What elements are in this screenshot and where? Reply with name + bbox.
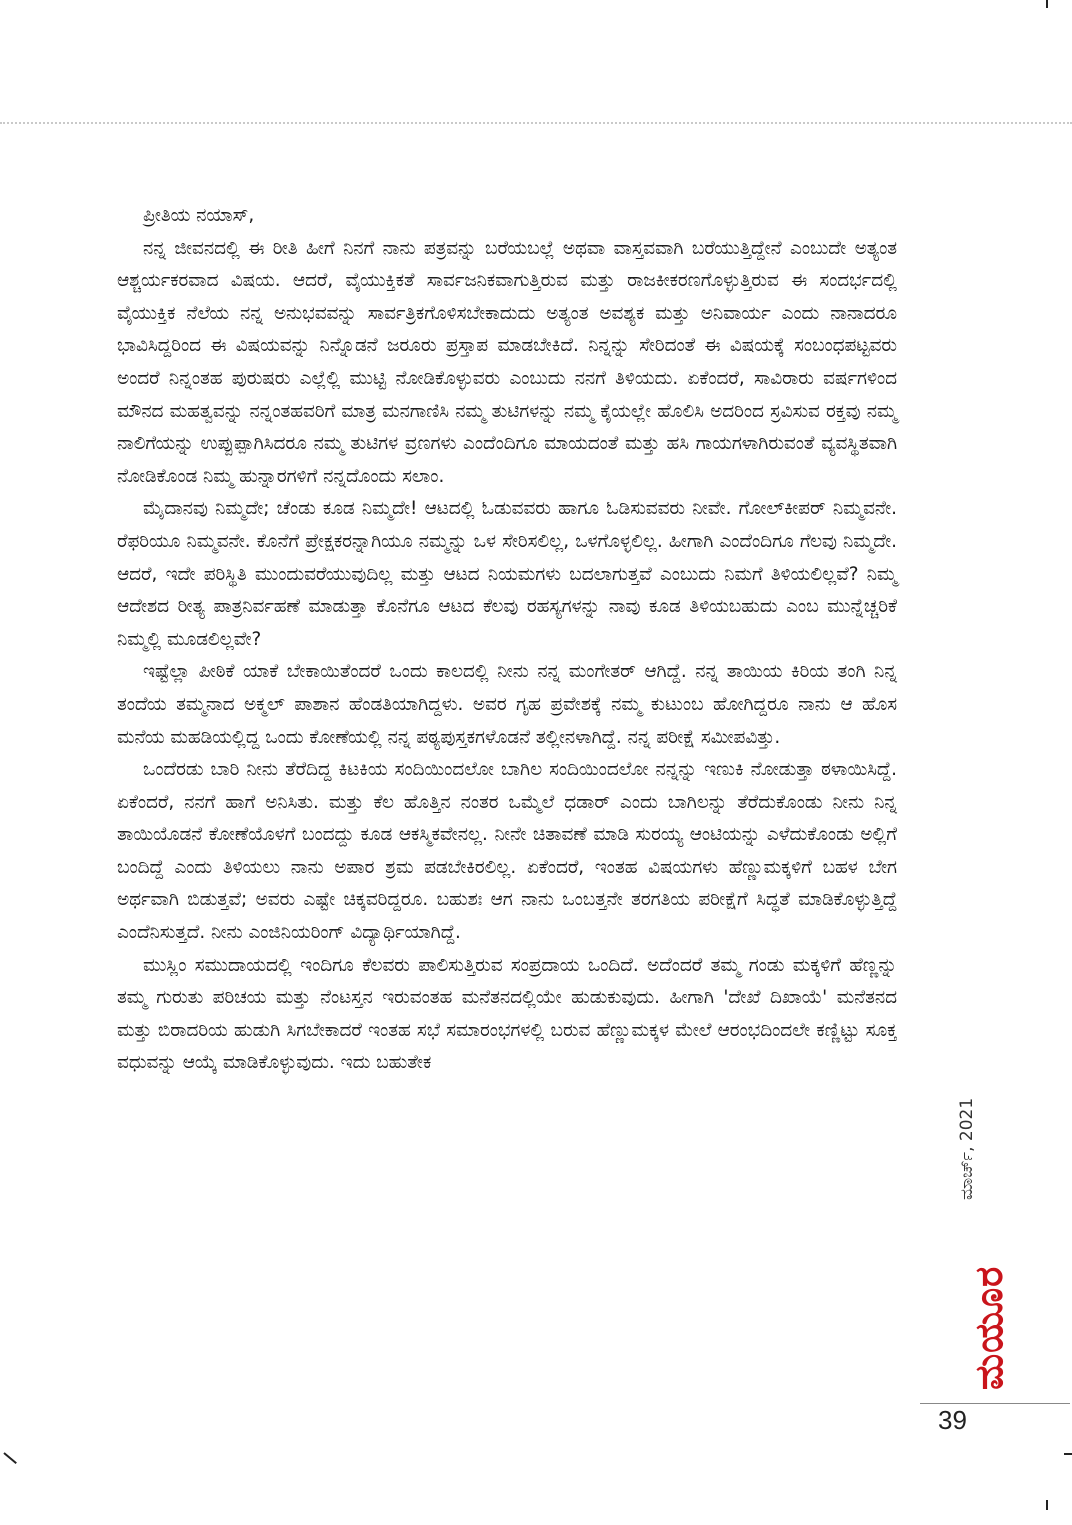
crop-mark-top-right <box>1046 0 1048 8</box>
crop-mark-bottom-left <box>3 1452 17 1464</box>
letter-article <box>117 200 897 1080</box>
crop-mark-right-edge <box>1064 1453 1072 1455</box>
letter-salutation: ಪ್ರೀತಿಯ ನಯಾಸ್, <box>143 205 255 226</box>
paragraph-4: ಒಂದೆರಡು ಬಾರಿ ನೀನು ತೆರೆದಿದ್ದ ಕಿಟಕಿಯ ಸಂದಿಯಿಂದಲೋ ಬಾಗಿಲ ಸಂದಿಯಿಂದಲೋ ನನ್ನನ್ನು ಇಣುಕಿ ನೋಡುತ್ತಾ ಠಳಾಯಿಸಿದ್ದೆ. ಏಕೆಂದರೆ, ನನಗೆ ಹಾಗೆ ಅನಿಸಿತು. ಮತ್ತು ಕೆಲ ಹೊತ್ತಿನ ನಂತರ ಒಮ್ಮೆಲೆ ಧಡಾರ್ ಎಂದು ಬಾಗಿಲನ್ನು ತೆರೆದುಕೊಂಡು ನೀನು ನಿನ್ನ ತಾಯಿಯೊಡನೆ ಕೋಣೆಯೊಳಗೆ ಬಂದದ್ದು ಕೂಡ ಆಕಸ್ಮಿಕವೇನಲ್ಲ. ನೀನೇ ಚಿತಾವಣೆ ಮಾಡಿ ಸುರಯ್ಯ ಆಂಟಿಯನ್ನು ಎಳೆದುಕೊಂಡು ಅಲ್ಲಿಗೆ ಬಂದಿದ್ದೆ ಎಂದು ತಿಳಿಯಲು ನಾನು ಅಪಾರ ಶ್ರಮ ಪಡಬೇಕಿರಲಿಲ್ಲ. ಏಕೆಂದರೆ, ಇಂತಹ ವಿಷಯಗಳು ಹೆಣ್ಣುಮಕ್ಕಳಿಗೆ ಬಹಳ ಬೇಗ ಅರ್ಥವಾಗಿ ಬಿಡುತ್ತವೆ; ಅವರು ಎಷ್ಟೇ ಚಿಕ್ಕವರಿದ್ದರೂ. ಬಹುಶಃ ಆಗ ನಾನು ಒಂಬತ್ತನೇ ತರಗತಿಯ ಪರೀಕ್ಷೆಗೆ ಸಿದ್ಧತೆ ಮಾಡಿಕೊಳ್ಳುತ್ತಿದ್ದೆ ಎಂದೆನಿಸುತ್ತದೆ. ನೀನು ಎಂಜಿನಿಯರಿಂಗ್ ವಿದ್ಯಾರ್ಥಿಯಾಗಿದ್ದೆ. <box>117 759 897 944</box>
paragraph-5: ಮುಸ್ಲಿಂ ಸಮುದಾಯದಲ್ಲಿ ಇಂದಿಗೂ ಕೆಲವರು ಪಾಲಿಸುತ್ತಿರುವ ಸಂಪ್ರದಾಯ ಒಂದಿದೆ. ಅದೆಂದರೆ ತಮ್ಮ ಗಂಡು ಮಕ್ಕಳಿಗೆ ಹೆಣ್ಣನ್ನು ತಮ್ಮ ಗುರುತು ಪರಿಚಯ ಮತ್ತು ನೆಂಟಸ್ತನ ಇರುವಂತಹ ಮನೆತನದಲ್ಲಿಯೇ ಹುಡುಕುವುದು. ಹೀಗಾಗಿ 'ದೇಖೆ ದಿಖಾಯೆ' ಮನೆತನದ ಮತ್ತು ಬಿರಾದರಿಯ ಹುಡುಗಿ ಸಿಗಬೇಕಾದರೆ ಇಂತಹ ಸಭೆ ಸಮಾರಂಭಗಳಲ್ಲಿ ಬರುವ ಹೆಣ್ಣುಮಕ್ಕಳ ಮೇಲೆ ಆರಂಭದಿಂದಲೇ ಕಣ್ಣಿಟ್ಟು ಸೂಕ್ತ ವಧುವನ್ನು ಆಯ್ಕೆ ಮಾಡಿಕೊಳ್ಳುವುದು. ಇದು ಬಹುತೇಕ <box>117 954 897 1074</box>
issue-date: ಮಾರ್ಚ್, 2021 <box>957 1097 977 1200</box>
paragraph-3: ಇಷ್ಟೆಲ್ಲಾ ಪೀಠಿಕೆ ಯಾಕೆ ಬೇಕಾಯಿತೆಂದರೆ ಒಂದು ಕಾಲದಲ್ಲಿ ನೀನು ನನ್ನ ಮಂಗೇತರ್ ಆಗಿದ್ದೆ. ನನ್ನ ತಾಯಿಯ ಕಿರಿಯ ತಂಗಿ ನಿನ್ನ ತಂದೆಯ ತಮ್ಮನಾದ ಅಕ್ಮಲ್ ಪಾಶಾನ ಹೆಂಡತಿಯಾಗಿದ್ದಳು. ಅವರ ಗೃಹ ಪ್ರವೇಶಕ್ಕೆ ನಮ್ಮ ಕುಟುಂಬ ಹೋಗಿದ್ದರೂ ನಾನು ಆ ಹೊಸ ಮನೆಯ ಮಹಡಿಯಲ್ಲಿದ್ದ ಒಂದು ಕೋಣೆಯಲ್ಲಿ ನನ್ನ ಪಠ್ಯಪುಸ್ತಕಗಳೊಡನೆ ತಲ್ಲೀನಳಾಗಿದ್ದೆ. ನನ್ನ ಪರೀಕ್ಷೆ ಸಮೀಪವಿತ್ತು. <box>117 661 897 748</box>
paragraph-1: ನನ್ನ ಜೀವನದಲ್ಲಿ ಈ ರೀತಿ ಹೀಗೆ ನಿನಗೆ ನಾನು ಪತ್ರವನ್ನು ಬರೆಯಬಲ್ಲೆ ಅಥವಾ ವಾಸ್ತವವಾಗಿ ಬರೆಯುತ್ತಿದ್ದೇನೆ ಎಂಬುದೇ ಅತ್ಯಂತ ಆಶ್ಚರ್ಯಕರವಾದ ವಿಷಯ. ಆದರೆ, ವೈಯುಕ್ತಿಕತೆ ಸಾರ್ವಜನಿಕವಾಗುತ್ತಿರುವ ಮತ್ತು ರಾಜಕೀಕರಣಗೊಳ್ಳುತ್ತಿರುವ ಈ ಸಂದರ್ಭದಲ್ಲಿ ವೈಯುಕ್ತಿಕ ನೆಲೆಯ ನನ್ನ ಅನುಭವವನ್ನು ಸಾರ್ವತ್ರಿಕಗೊಳಿಸಬೇಕಾದುದು ಅತ್ಯಂತ ಅವಶ್ಯಕ ಮತ್ತು ಅನಿವಾರ್ಯ ಎಂದು ನಾನಾದರೂ ಭಾವಿಸಿದ್ದರಿಂದ ಈ ವಿಷಯವನ್ನು ನಿನ್ನೊಡನೆ ಜರೂರು ಪ್ರಸ್ತಾಪ ಮಾಡಬೇಕಿದೆ. ನಿನ್ನನ್ನು ಸೇರಿದಂತೆ ಈ ವಿಷಯಕ್ಕೆ ಸಂಬಂಧಪಟ್ಟವರು ಅಂದರೆ ನಿನ್ನಂತಹ ಪುರುಷರು ಎಲ್ಲೆಲ್ಲಿ ಮುಟ್ಟಿ ನೋಡಿಕೊಳ್ಳುವರು ಎಂಬುದು ನನಗೆ ತಿಳಿಯದು. ಏಕೆಂದರೆ, ಸಾವಿರಾರು ವರ್ಷಗಳಿಂದ ಮೌನದ ಮಹತ್ವವನ್ನು ನನ್ನಂತಹವರಿಗೆ ಮಾತ್ರ ಮನಗಾಣಿಸಿ ನಮ್ಮ ತುಟಿಗಳನ್ನು ನಮ್ಮ ಕೈಯಲ್ಲೇ ಹೊಲಿಸಿ ಅದರಿಂದ ಸ್ರವಿಸುವ ರಕ್ತವು ನಮ್ಮ ನಾಲಿಗೆಯನ್ನು ಉಪ್ಪುಪ್ಪಾಗಿಸಿದರೂ ನಮ್ಮ ತುಟಿಗಳ ವ್ರಣಗಳು ಎಂದೆಂದಿಗೂ ಮಾಯದಂತೆ ಮತ್ತು ಹಸಿ ಗಾಯಗಳಾಗಿರುವಂತೆ ವ್ಯವಸ್ಥಿತವಾಗಿ ನೋಡಿಕೊಂಡ ನಿಮ್ಮ ಹುನ್ನಾರಗಳಿಗೆ ನನ್ನದೊಂದು ಸಲಾಂ. <box>117 237 897 487</box>
page-number-rule <box>920 1403 1070 1404</box>
top-dotted-divider <box>0 122 1072 124</box>
magazine-logo: ಮಯೂರ <box>967 1265 1011 1390</box>
paragraph-2: ಮೈದಾನವು ನಿಮ್ಮದೇ; ಚೆಂಡು ಕೂಡ ನಿಮ್ಮದೇ! ಆಟದಲ್ಲಿ ಓಡುವವರು ಹಾಗೂ ಓಡಿಸುವವರು ನೀವೇ. ಗೋಲ್‌ಕೀಪರ್ ನಿಮ್ಮವನೇ. ರೆಫರಿಯೂ ನಿಮ್ಮವನೇ. ಕೊನೆಗೆ ಪ್ರೇಕ್ಷಕರನ್ನಾಗಿಯೂ ನಮ್ಮನ್ನು ಒಳ ಸೇರಿಸಲಿಲ್ಲ, ಒಳಗೊಳ್ಳಲಿಲ್ಲ. ಹೀಗಾಗಿ ಎಂದೆಂದಿಗೂ ಗೆಲವು ನಿಮ್ಮದೇ. ಆದರೆ, ಇದೇ ಪರಿಸ್ಥಿತಿ ಮುಂದುವರೆಯುವುದಿಲ್ಲ ಮತ್ತು ಆಟದ ನಿಯಮಗಳು ಬದಲಾಗುತ್ತವೆ ಎಂಬುದು ನಿಮಗೆ ತಿಳಿಯಲಿಲ್ಲವೆ? ನಿಮ್ಮ ಆದೇಶದ ರೀತ್ಯ ಪಾತ್ರನಿರ್ವಹಣೆ ಮಾಡುತ್ತಾ ಕೊನೆಗೂ ಆಟದ ಕೆಲವು ರಹಸ್ಯಗಳನ್ನು ನಾವು ಕೂಡ ತಿಳಿಯಬಹುದು ಎಂಬ ಮುನ್ನೆಚ್ಚರಿಕೆ ನಿಮ್ಮಲ್ಲಿ ಮೂಡಲಿಲ್ಲವೇ? <box>117 498 897 650</box>
page-number: 39 <box>938 1405 967 1435</box>
crop-mark-bottom-right <box>1046 1500 1048 1510</box>
